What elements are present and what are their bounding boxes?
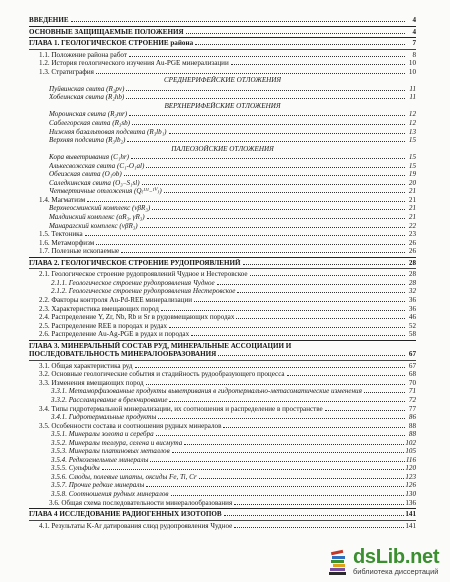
toc-page-number: 10 [408, 59, 416, 68]
dot-leader [142, 184, 405, 185]
toc-subentry [29, 85, 416, 94]
toc-page-number: 68 [408, 370, 416, 379]
toc-subentry [29, 279, 416, 288]
section-divider [29, 340, 416, 341]
toc-entry [29, 405, 416, 414]
toc-page-number: 21 [408, 213, 416, 222]
toc-entry-title: 3.5.4. Редкоземельные минералы [51, 455, 149, 464]
toc-entry [29, 196, 416, 205]
toc-page-number: 77 [408, 404, 416, 413]
toc-page-number: 141 [405, 521, 416, 530]
toc-entry-title: ПАЛЕОЗОЙСКИЕ ОТЛОЖЕНИЯ [171, 144, 274, 153]
toc-page-number: 36 [408, 304, 416, 313]
toc-entry-title: 2.5. Распределение REE в породах и рудах [39, 321, 168, 330]
toc-entry-title: 1.3. Стратиграфия [39, 67, 94, 76]
dot-leader [126, 98, 405, 99]
toc-entry-title: Манарагский комплекс (νβR₃) [49, 221, 138, 230]
toc-entry-title: 3.5.5. Сульфиды [51, 464, 100, 473]
toc-chapter [29, 28, 416, 37]
toc-entry-title: 3.5.1. Минералы золота и серебра [51, 430, 154, 439]
toc-page-number: 19 [408, 170, 416, 179]
toc-page-number: 52 [408, 321, 416, 330]
toc-entry-title: 1.2. История геологического изучения Au-PGE минерализации [39, 59, 229, 68]
dot-leader [194, 301, 405, 302]
watermark-tagline: библиотека диссертаций [353, 567, 439, 576]
toc-subentry [29, 387, 416, 396]
dot-leader [96, 73, 405, 74]
dot-leader [164, 192, 405, 193]
dot-leader [126, 90, 405, 91]
toc-page-number: 116 [405, 455, 416, 464]
dot-leader [132, 124, 405, 125]
dot-leader [102, 469, 405, 470]
toc-entry-title: Обеизская свита (O₁ob) [49, 170, 122, 179]
section-divider [29, 49, 416, 50]
toc-page-number: 102 [405, 438, 416, 447]
dot-leader [127, 141, 405, 142]
toc-page-number: 58 [408, 330, 416, 339]
toc-page-number: 21 [408, 204, 416, 213]
toc-subentry [29, 128, 416, 137]
toc-entry-title: 3.4.1. Гидротермальные продукты [51, 413, 157, 422]
toc-entry [29, 239, 416, 248]
toc-entry-title: 3.5.8. Соотношения рудных минералов [51, 489, 169, 498]
toc-entry-title: 4.1. Результаты K-Ar датирования слюд рудопроявления Чудное [39, 521, 233, 530]
toc-entry-title: 2.3. Характеристика вмещающих пород [39, 304, 159, 313]
toc-page-number: 32 [408, 287, 416, 296]
dot-leader [156, 435, 405, 436]
toc-entry [29, 322, 416, 331]
dot-leader [124, 175, 405, 176]
toc-entry-title: СРЕДНЕРИФЕЙСКИЕ ОТЛОЖЕНИЯ [163, 76, 282, 85]
toc-entry [29, 230, 416, 239]
section-divider [29, 508, 416, 509]
toc-entry-title: 3.6. Общая схема последовательности минералообразования [49, 498, 233, 507]
toc-entry-title: Саледкинская свита (O₃₋S₁sl) [49, 178, 140, 187]
dot-leader [195, 44, 405, 45]
toc-entry-title: Четвертичные отложения (Q₍ᴵᴵᴵ₋ᴵⱽ₎) [49, 187, 162, 196]
toc-entry [29, 499, 416, 508]
toc-page-number: 126 [405, 481, 416, 490]
toc-entry [29, 59, 416, 68]
toc-page-number: 15 [408, 161, 416, 170]
toc-page-number: 26 [408, 238, 416, 247]
dot-leader [231, 64, 405, 65]
toc-subentry [29, 153, 416, 162]
dot-leader [234, 504, 404, 505]
toc-entry-title: 2.1. Геологическое строение рудопроявлений Чудное и Нестеровское [39, 270, 248, 279]
dot-leader [147, 218, 405, 219]
toc-page-number: 7 [412, 39, 416, 48]
dot-leader [186, 33, 405, 34]
toc-entry-title: ВВЕДЕНИЕ [29, 16, 69, 24]
toc-entry-title: ГЛАВА 2. ГЕОЛОГИЧЕСКОЕ СТРОЕНИЕ РУДОПРОЯВЛЕНИЙ [29, 258, 241, 267]
toc-page-number: 136 [405, 498, 416, 507]
dot-leader [158, 418, 405, 419]
watermark [328, 540, 444, 576]
toc-subentry [29, 170, 416, 179]
toc-entry-title: Верхняя подсвита (R₃lb₂) [49, 136, 126, 145]
toc-entry [29, 247, 416, 256]
toc-entry-title: 3.3. Изменения вмещающих пород [39, 378, 144, 387]
dot-leader [234, 527, 404, 528]
toc-page-number: 8 [412, 50, 416, 59]
toc-subentry [29, 287, 416, 296]
dot-leader [135, 367, 405, 368]
toc-entry-title: Пуйвинская свита (R₂pv) [49, 84, 125, 93]
toc-entry-title: 3.5.7. Прочие редкие минералы [51, 481, 145, 490]
toc-entry [29, 422, 416, 431]
dot-leader [146, 384, 405, 385]
dot-leader [171, 495, 405, 496]
toc-chapter [29, 510, 416, 519]
toc-entry-title: 3.5.3. Минералы платиновых металлов [51, 447, 170, 456]
dot-leader [218, 355, 405, 356]
dot-leader [129, 115, 405, 116]
dot-leader [161, 310, 405, 311]
toc-subentry [29, 473, 416, 482]
dot-leader [121, 252, 405, 253]
toc-entry-title: Кора выветривания (C₁hr) [49, 153, 130, 162]
toc-entry-title: 1.5. Тектоника [39, 230, 83, 239]
toc-entry [29, 68, 416, 77]
toc-entry-title: ОСНОВНЫЕ ЗАЩИЩАЕМЫЕ ПОЛОЖЕНИЯ [29, 27, 184, 36]
watermark-logo: dsLib.net [353, 546, 440, 568]
dot-leader [237, 292, 405, 293]
toc-subentry [29, 222, 416, 231]
section-divider [29, 37, 416, 38]
toc-page-number: 46 [408, 313, 416, 322]
section-divider [29, 26, 416, 27]
toc-entry-title: 2.1.1. Геологическое строение рудопроявления Чудное [51, 278, 215, 287]
toc-page-number: 15 [408, 136, 416, 145]
toc-entry [29, 379, 416, 388]
section-divider [29, 520, 416, 521]
toc-chapter [29, 342, 416, 351]
toc-entry [29, 51, 416, 60]
dot-leader [146, 167, 405, 168]
toc-entry-title: 3.4. Типы гидротермальной минерализации, их соотношения и распределение в пространстве [39, 404, 323, 413]
toc-page-number: 123 [405, 472, 416, 481]
dot-leader [325, 410, 405, 411]
dot-leader [224, 515, 405, 516]
toc-page-number: 21 [408, 187, 416, 196]
toc-subentry [29, 204, 416, 213]
dot-leader [87, 201, 405, 202]
toc-entry-title: Хобеинская свита (R₂hb) [49, 93, 125, 102]
toc-entry-title: ГЛАВА 4 ИССЛЕДОВАНИЕ РАДИОГЕННЫХ ИЗОТОПОВ [29, 510, 222, 519]
toc-entry-title: 2.4. Распределение Y, Zr, Nb, Rb и Sr в рудовмещающих породах [39, 313, 235, 322]
dot-leader [129, 56, 405, 57]
dot-leader [184, 444, 404, 445]
toc-page-number: 22 [408, 221, 416, 230]
toc-page-number: 10 [408, 67, 416, 76]
toc-page-number: 88 [408, 430, 416, 439]
toc-page-number: 141 [405, 510, 416, 519]
toc-page-number: 72 [408, 395, 416, 404]
dot-leader [243, 264, 405, 265]
toc-subentry [29, 430, 416, 439]
toc-entry-title: 3.1. Общая характеристика руд [39, 361, 133, 370]
toc-period-heading [29, 102, 416, 111]
toc-page-number: 88 [408, 421, 416, 430]
toc-entry [29, 296, 416, 305]
dot-leader [169, 133, 405, 134]
toc-entry-title: 3.3.1. Метаморфизованные продукты выветривания в гидротермально-метасоматические изменения [51, 387, 362, 396]
toc-page-number: 70 [408, 378, 416, 387]
dot-leader [140, 227, 405, 228]
toc-page-number: 12 [408, 110, 416, 119]
toc-entry-title: 1.7. Полезные ископаемые [39, 247, 120, 256]
dot-leader [71, 21, 405, 22]
toc-page-number: 120 [405, 464, 416, 473]
toc-subentry [29, 481, 416, 490]
toc-entry [29, 370, 416, 379]
dot-leader [199, 478, 405, 479]
toc-subentry [29, 439, 416, 448]
toc-subentry [29, 110, 416, 119]
dot-leader [172, 452, 405, 453]
toc-subentry [29, 136, 416, 145]
toc-chapter [29, 350, 416, 359]
dot-leader [152, 209, 405, 210]
toc-entry-title: Саблегорская свита (R₃sb) [49, 119, 131, 128]
toc-page-number: 26 [408, 247, 416, 256]
toc-entry-title: Алькесвожская свита (C₁-O₁al) [49, 161, 145, 170]
toc-page-number: 28 [408, 258, 416, 267]
toc-entry-title: ВЕРХНЕРИФЕЙСКИЕ ОТЛОЖЕНИЯ [164, 101, 281, 110]
toc-page-number: 36 [408, 295, 416, 304]
toc-page-number: 4 [412, 27, 416, 36]
toc-page-number: 67 [408, 350, 416, 359]
dot-leader [150, 461, 404, 462]
toc-entry [29, 522, 416, 531]
toc-subentry [29, 213, 416, 222]
toc-entry-title: Мороинская свита (R₃mr) [49, 110, 128, 119]
toc-chapter [29, 16, 416, 25]
dot-leader [236, 318, 405, 319]
toc-page-number: 20 [408, 178, 416, 187]
toc-page-number: 15 [408, 153, 416, 162]
toc-entry-title: 3.5.2. Минералы теллура, селена и висмута [51, 438, 183, 447]
toc-entry-title: 2.6. Распределение Au-Ag-PGE в рудах и породах [39, 330, 190, 339]
toc-page-number: 12 [408, 119, 416, 128]
toc-subentry [29, 456, 416, 465]
toc-subentry [29, 187, 416, 196]
dot-leader [287, 375, 405, 376]
toc-page-number: 86 [408, 413, 416, 422]
toc-entry [29, 270, 416, 279]
dot-leader [250, 275, 405, 276]
dot-leader [85, 235, 405, 236]
toc-subentry [29, 119, 416, 128]
toc-subentry [29, 396, 416, 405]
toc-page-number: 21 [408, 195, 416, 204]
dot-leader [169, 327, 405, 328]
toc-period-heading [29, 76, 416, 85]
toc-subentry [29, 162, 416, 171]
toc-subentry [29, 464, 416, 473]
toc-entry-title: ГЛАВА 1. ГЕОЛОГИЧЕСКОЕ СТРОЕНИЕ района [29, 39, 194, 48]
toc-entry-title: 1.6. Метаморфизм [39, 238, 95, 247]
toc-entry [29, 330, 416, 339]
toc-entry [29, 313, 416, 322]
toc-subentry [29, 490, 416, 499]
toc-entry-title: 3.3.2. Рассланцевание в брекчирование [51, 395, 168, 404]
dot-leader [146, 486, 404, 487]
toc-page-number: 11 [409, 84, 416, 93]
toc-entry-title: 3.2. Основные геологические события и стадийность рудообразующего процесса [39, 370, 285, 379]
toc-page-number: 130 [405, 489, 416, 498]
toc-entry-title: 2.1.2. Геологическое строение рудопроявления Нестеровское [51, 287, 236, 296]
toc-chapter [29, 259, 416, 268]
toc-chapter [29, 39, 416, 48]
toc-entry-title: 1.1. Положение района работ [39, 50, 127, 59]
toc-page-number: 28 [408, 270, 416, 279]
dot-leader [364, 392, 405, 393]
toc-page-number: 4 [412, 16, 416, 24]
toc-subentry [29, 447, 416, 456]
dot-leader [217, 284, 405, 285]
toc-page-number: 13 [408, 127, 416, 136]
dot-leader [223, 427, 405, 428]
toc-entry-title: Верхнеосминский комплекс (vβR₃) [49, 204, 151, 213]
dot-leader [96, 244, 405, 245]
toc-entry-title: Малдинский комплекс (αR₃, γR₃) [49, 213, 145, 222]
toc-page-number: 71 [408, 387, 416, 396]
book-stack-icon [328, 548, 350, 576]
toc-page-number: 67 [408, 361, 416, 370]
toc-entry [29, 305, 416, 314]
toc-entry-title: ГЛАВА 3. МИНЕРАЛЬНЫЙ СОСТАВ РУД, МИНЕРАЛЬНЫЕ АССОЦИАЦИИ И [29, 341, 292, 350]
toc-page-number: 11 [409, 93, 416, 102]
toc-page-number: 105 [405, 447, 416, 456]
table-of-contents [29, 16, 416, 530]
dot-leader [169, 401, 405, 402]
section-divider [29, 360, 416, 361]
toc-page-number: 28 [408, 278, 416, 287]
toc-entry-title: ПОСЛЕДОВАТЕЛЬНОСТЬ МИНЕРАЛООБРАЗОВАНИЯ [29, 350, 217, 359]
toc-subentry [29, 413, 416, 422]
toc-subentry [29, 93, 416, 102]
toc-entry-title: 1.4. Магматизм [39, 195, 86, 204]
toc-page-number: 23 [408, 230, 416, 239]
section-divider [29, 257, 416, 258]
section-divider [29, 268, 416, 269]
toc-entry-title: Нижняя базальтовая подсвита (R₃lb₁) [49, 127, 167, 136]
toc-entry-title: 3.5.6. Слюды, полевые шпаты, оксиды Fe, Ti, Cr [51, 472, 197, 481]
dot-leader [131, 158, 405, 159]
toc-subentry [29, 179, 416, 188]
toc-entry-title: 3.5. Особенности состава и соотношения рудных минералов [39, 421, 222, 430]
toc-entry [29, 362, 416, 371]
toc-period-heading [29, 145, 416, 154]
dot-leader [191, 335, 405, 336]
toc-entry-title: 2.2. Факторы контроля Au-Pd-REE минерализации [39, 295, 193, 304]
